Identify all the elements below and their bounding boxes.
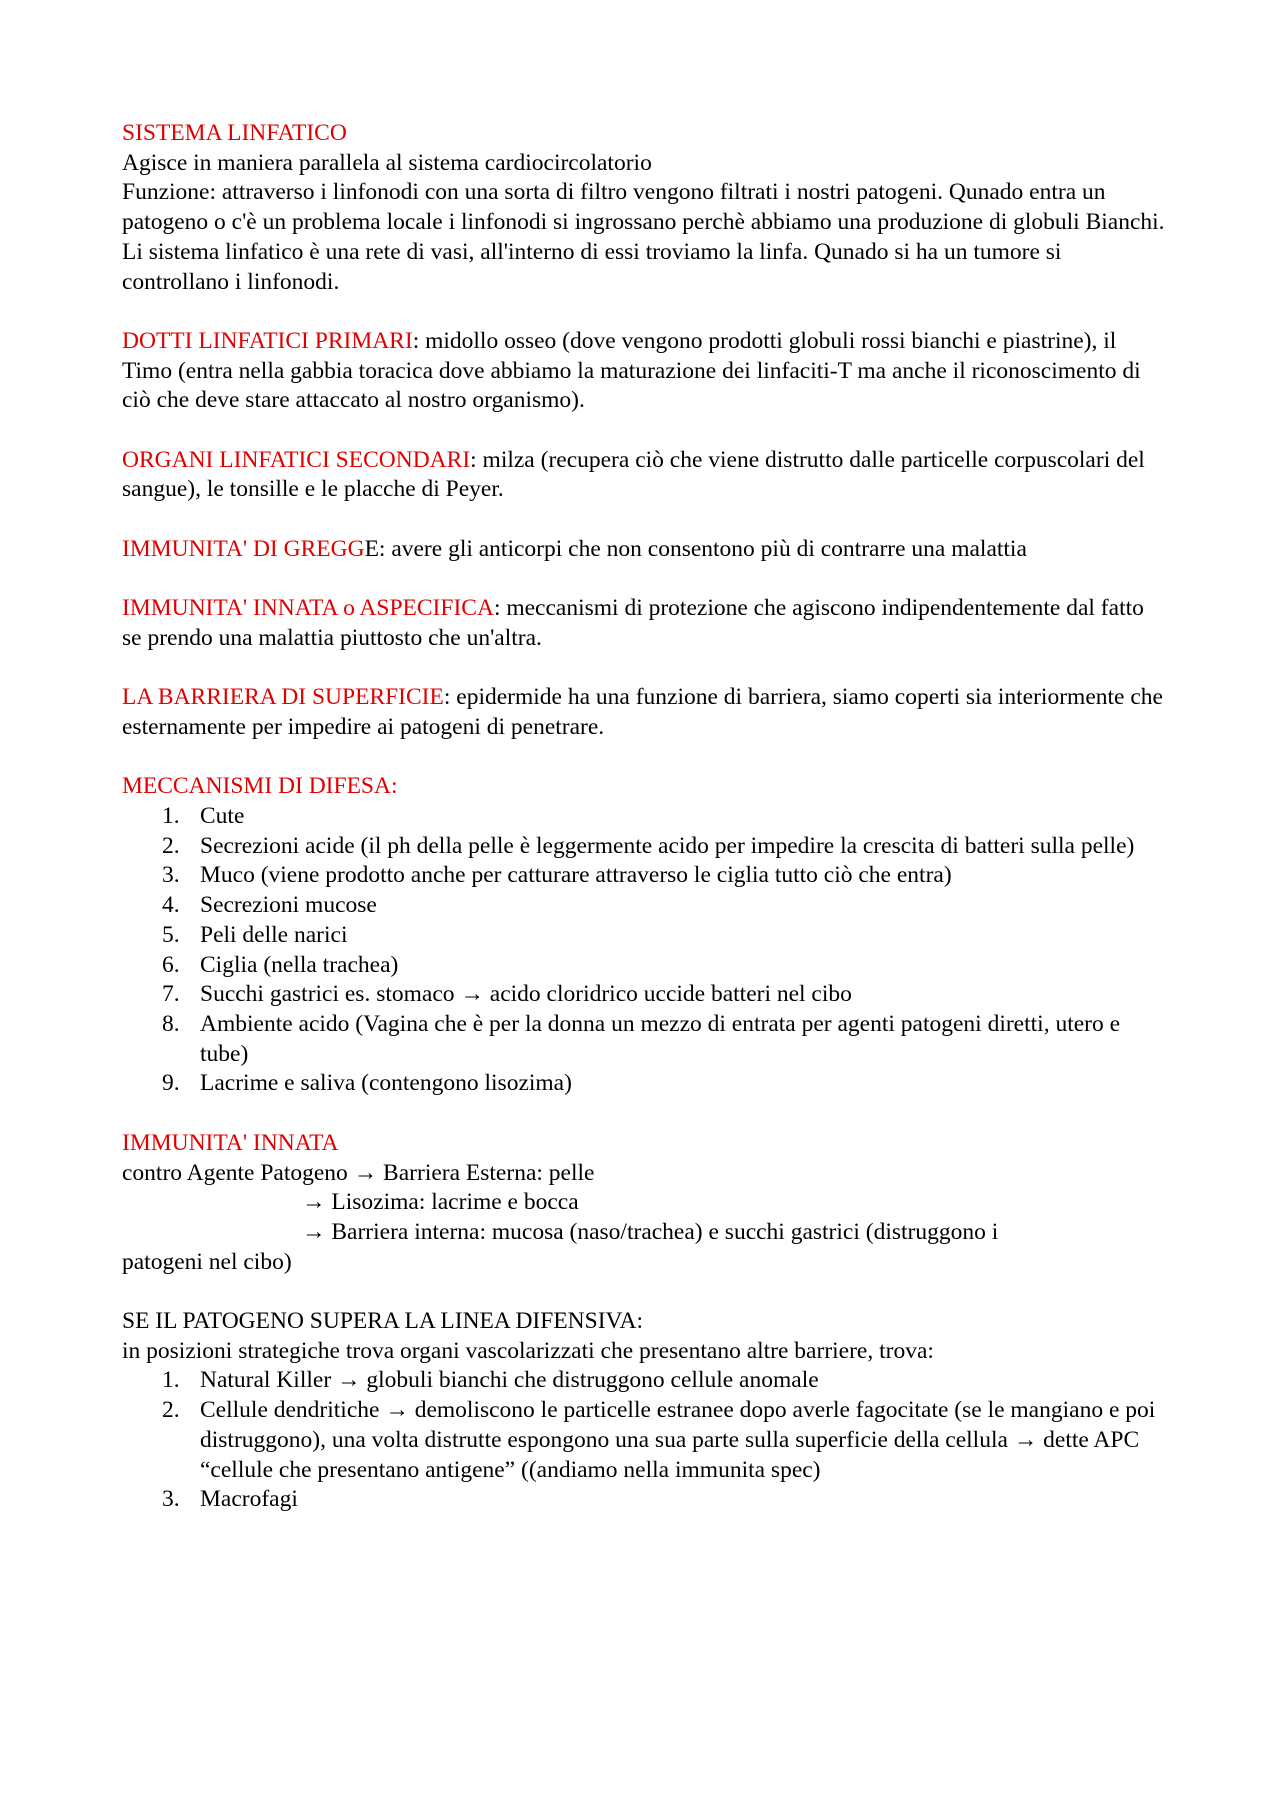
- term: LA BARRIERA DI SUPERFICIE: [122, 684, 444, 711]
- term-part: MMUNITA' DI GREGG: [129, 535, 365, 562]
- term-part: I: [122, 535, 130, 562]
- list-item: 9. Lacrime e saliva (contengono lisozima): [162, 1070, 572, 1097]
- second-line-list: [122, 1366, 1167, 1515]
- paragraph-immunita-aspecifica: [122, 594, 1167, 653]
- definition: : midollo osseo (dove vengono prodotti globuli rossi bianchi e piastrine), il Timo (entra nella gabbia toracica dove abbiamo la maturazione dei linfaciti-T ma anche il riconoscimento di ciò che deve stare attaccato al nostro organismo).: [122, 327, 1141, 414]
- defense-mechanisms-list: [122, 802, 1167, 1099]
- paragraph: Li sistema linfatico è una rete di vasi, all'interno di essi troviamo la linfa. Qunado si ha un tumore si controllano i linfonodi.: [122, 238, 1062, 295]
- paragraph-dotti-linfatici: [122, 327, 1167, 416]
- paragraph-barriera-superficie: [122, 683, 1167, 742]
- definition: : avere gli anticorpi che non consentono più di contrarre una malattia: [378, 535, 1027, 562]
- list-item: 5. Peli delle narici: [162, 921, 348, 948]
- definition: : milza (recupera ciò che viene distrutto dalle particelle corpuscolari del sangue), le tonsille e le placche di Peyer.: [122, 446, 1145, 503]
- list-item: 1. Cute: [162, 803, 245, 830]
- term: DOTTI LINFATICI PRIMARI: [122, 327, 413, 354]
- paragraph-immunita-gregge: [122, 535, 1167, 565]
- section-title-patogeno-supera: SE IL PATOGENO SUPERA LA LINEA DIFENSIVA:: [122, 1308, 643, 1334]
- list-item: 6. Ciglia (nella trachea): [162, 951, 399, 978]
- definition: : epidermide ha una funzione di barriera, siamo coperti sia interiormente che esternamente per impedire ai patogeni di penetrare.: [122, 684, 1163, 740]
- section-title-immunita-innata: IMMUNITA' INNATA: [122, 1129, 339, 1156]
- section-title-meccanismi-difesa: MECCANISMI DI DIFESA:: [122, 773, 398, 800]
- paragraph: in posizioni strategiche trova organi vascolarizzati che presentano altre barriere, trova:: [122, 1337, 934, 1364]
- list-item: 8. Ambiente acido (Vagina che è per la donna un mezzo di entrata per agenti patogeni diretti, utero e tube): [162, 1011, 1121, 1067]
- paragraph: → Barriera interna: mucosa (naso/trachea) e succhi gastrici (distruggono i: [302, 1218, 999, 1245]
- term: ORGANI LINFATICI SECONDARI: [122, 446, 471, 473]
- list-item: 7. Succhi gastrici es. stomaco → acido cloridrico uccide batteri nel cibo: [162, 981, 852, 1008]
- paragraph-organi-linfatici: [122, 446, 1167, 505]
- list-item: 1. Natural Killer → globuli bianchi che distruggono cellule anomale: [162, 1367, 819, 1394]
- paragraph: → Lisozima: lacrime e bocca: [302, 1189, 579, 1216]
- definition: : meccanismi di protezione che agiscono indipendentemente dal fatto se prendo una malattia piuttosto che un'altra.: [122, 595, 1144, 651]
- section-title-sistema-linfatico: SISTEMA LINFATICO: [122, 120, 347, 146]
- paragraph: Funzione: attraverso i linfonodi con una sorta di filtro vengono filtrati i nostri patogeni. Qunado entra un patogeno o c'è un problema locale i linfonodi si ingrossano perchè abbiamo una produzione di globuli Bianchi.: [122, 179, 1165, 236]
- list-item: 4. Secrezioni mucose: [162, 892, 377, 919]
- paragraph: contro Agente Patogeno → Barriera Esterna: pelle: [122, 1159, 595, 1186]
- document-page: [122, 119, 1167, 1515]
- list-item: 3. Macrofagi: [162, 1486, 298, 1513]
- list-item: 2. Cellule dendritiche → demoliscono le particelle estranee dopo averle fagocitate (se le mangiano e poi distruggono), una volta distrutte espongono una sua parte sulla superficie della cellula → dette APC “cellule che presentano antigene” ((andiamo nella immunita spec): [162, 1397, 1156, 1483]
- paragraph: Agisce in maniera parallela al sistema cardiocircolatorio: [122, 149, 652, 176]
- term-part: E: [364, 535, 379, 562]
- paragraph: patogeni nel cibo): [122, 1248, 292, 1275]
- list-item: 2. Secrezioni acide (il ph della pelle è leggermente acido per impedire la crescita di batteri sulla pelle): [162, 832, 1135, 859]
- term: IMMUNITA' INNATA o ASPECIFICA: [122, 595, 494, 622]
- list-item: 3. Muco (viene prodotto anche per catturare attraverso le ciglia tutto ciò che entra): [162, 862, 952, 889]
